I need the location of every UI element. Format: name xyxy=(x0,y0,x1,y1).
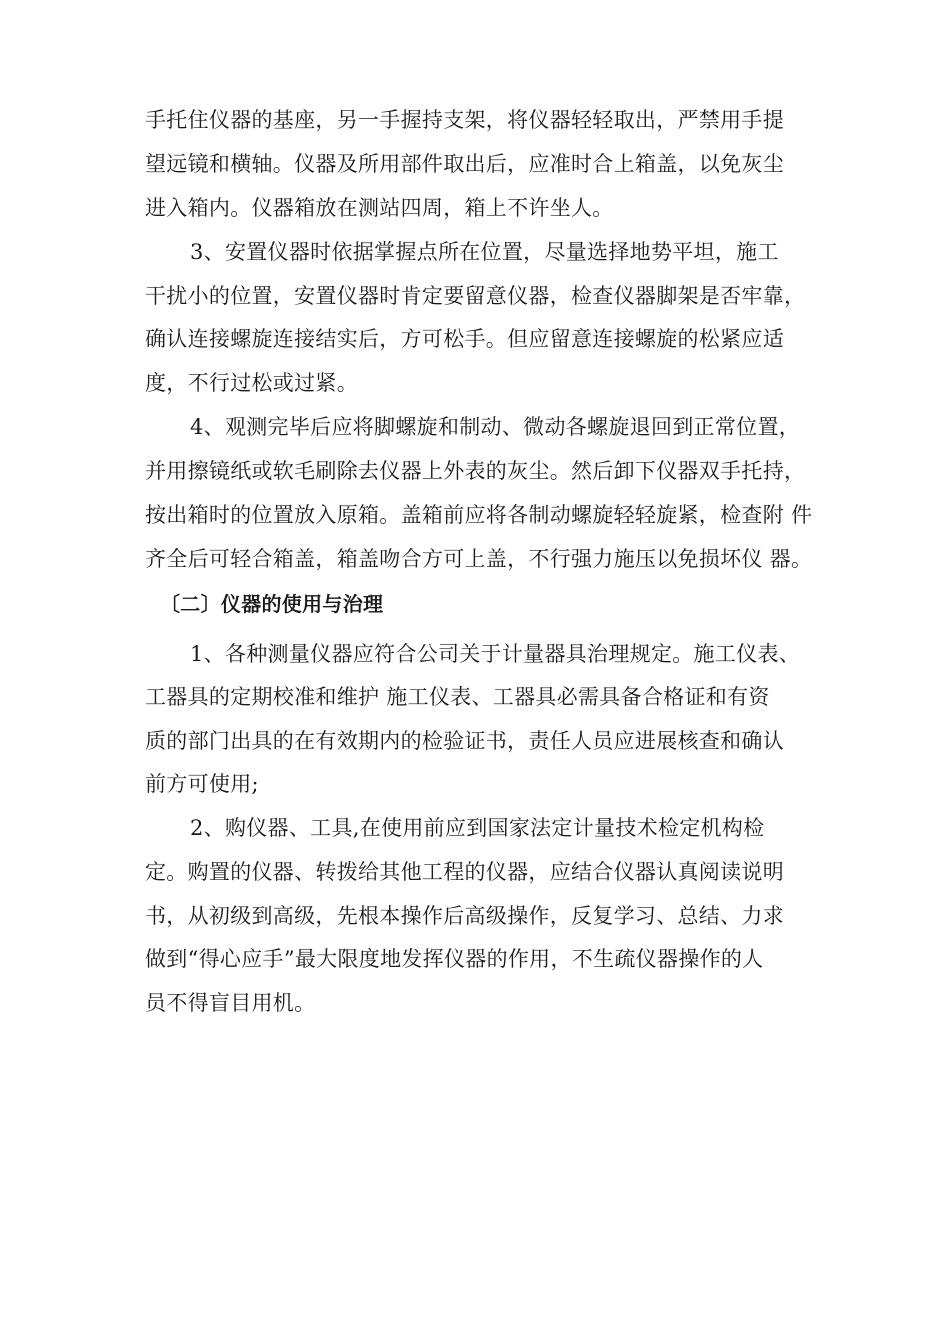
text-line: 望远镜和横轴。仪器及所用部件取出后，应准时合上箱盖，以免灰尘 xyxy=(145,152,784,176)
text-line: 员不得盲目用机。 xyxy=(145,991,316,1015)
text-line: 按出箱时的位置放入原箱。盖箱前应将各制动螺旋轻轻旋紧，检查附 件 xyxy=(145,503,813,527)
text-line: 前方可使用; xyxy=(145,772,259,796)
text-line: 手托住仪器的基座，另一手握持支架，将仪器轻轻取出，严禁用手提 xyxy=(145,108,784,132)
text-line: 进入箱内。仪器箱放在测站四周，箱上不许坐人。 xyxy=(145,196,614,220)
text-line: 2、购仪器、工具,在使用前应到国家法定计量技术检定机构检 xyxy=(190,816,765,840)
text-line: 4、观测完毕后应将脚螺旋和制动、微动各螺旋退回到正常位置， xyxy=(190,415,801,439)
text-line: 定。购置的仪器、转拨给其他工程的仪器，应结合仪器认真阅读说明 xyxy=(145,860,784,884)
text-line: 确认连接螺旋连接结实后，方可松手。但应留意连接螺旋的松紧应适 xyxy=(145,327,784,351)
text-line: 工器具的定期校准和维护 施工仪表、工器具必需具备合格证和有资 xyxy=(145,685,770,709)
text-line: 质的部门出具的在有效期内的检验证书，责任人员应进展核查和确认 xyxy=(145,729,784,753)
text-line: 干扰小的位置，安置仪器时肯定要留意仪器，检查仪器脚架是否牢靠， xyxy=(145,284,806,308)
text-line: 做到“得心应手”最大限度地发挥仪器的作用，不生疏仪器操作的人 xyxy=(145,947,764,971)
text-line: 齐全后可轻合箱盖，箱盖吻合方可上盖，不行强力施压以免损坏仪 器。 xyxy=(145,547,813,571)
text-line: 3、安置仪器时依据掌握点所在位置，尽量选择地势平坦，施工 xyxy=(190,240,779,264)
text-line: 并用擦镜纸或软毛刷除去仪器上外表的灰尘。然后卸下仪器双手托持， xyxy=(145,459,806,483)
text-line: 1、各种测量仪器应符合公司关于计量器具治理规定。施工仪表、 xyxy=(190,642,801,666)
text-line: 度，不行过松或过紧。 xyxy=(145,371,358,395)
text-line: 书，从初级到高级，先根本操作后高级操作，反复学习、总结、力求 xyxy=(145,904,784,928)
section-heading: 〔二〕仪器的使用与治理 xyxy=(160,592,384,616)
